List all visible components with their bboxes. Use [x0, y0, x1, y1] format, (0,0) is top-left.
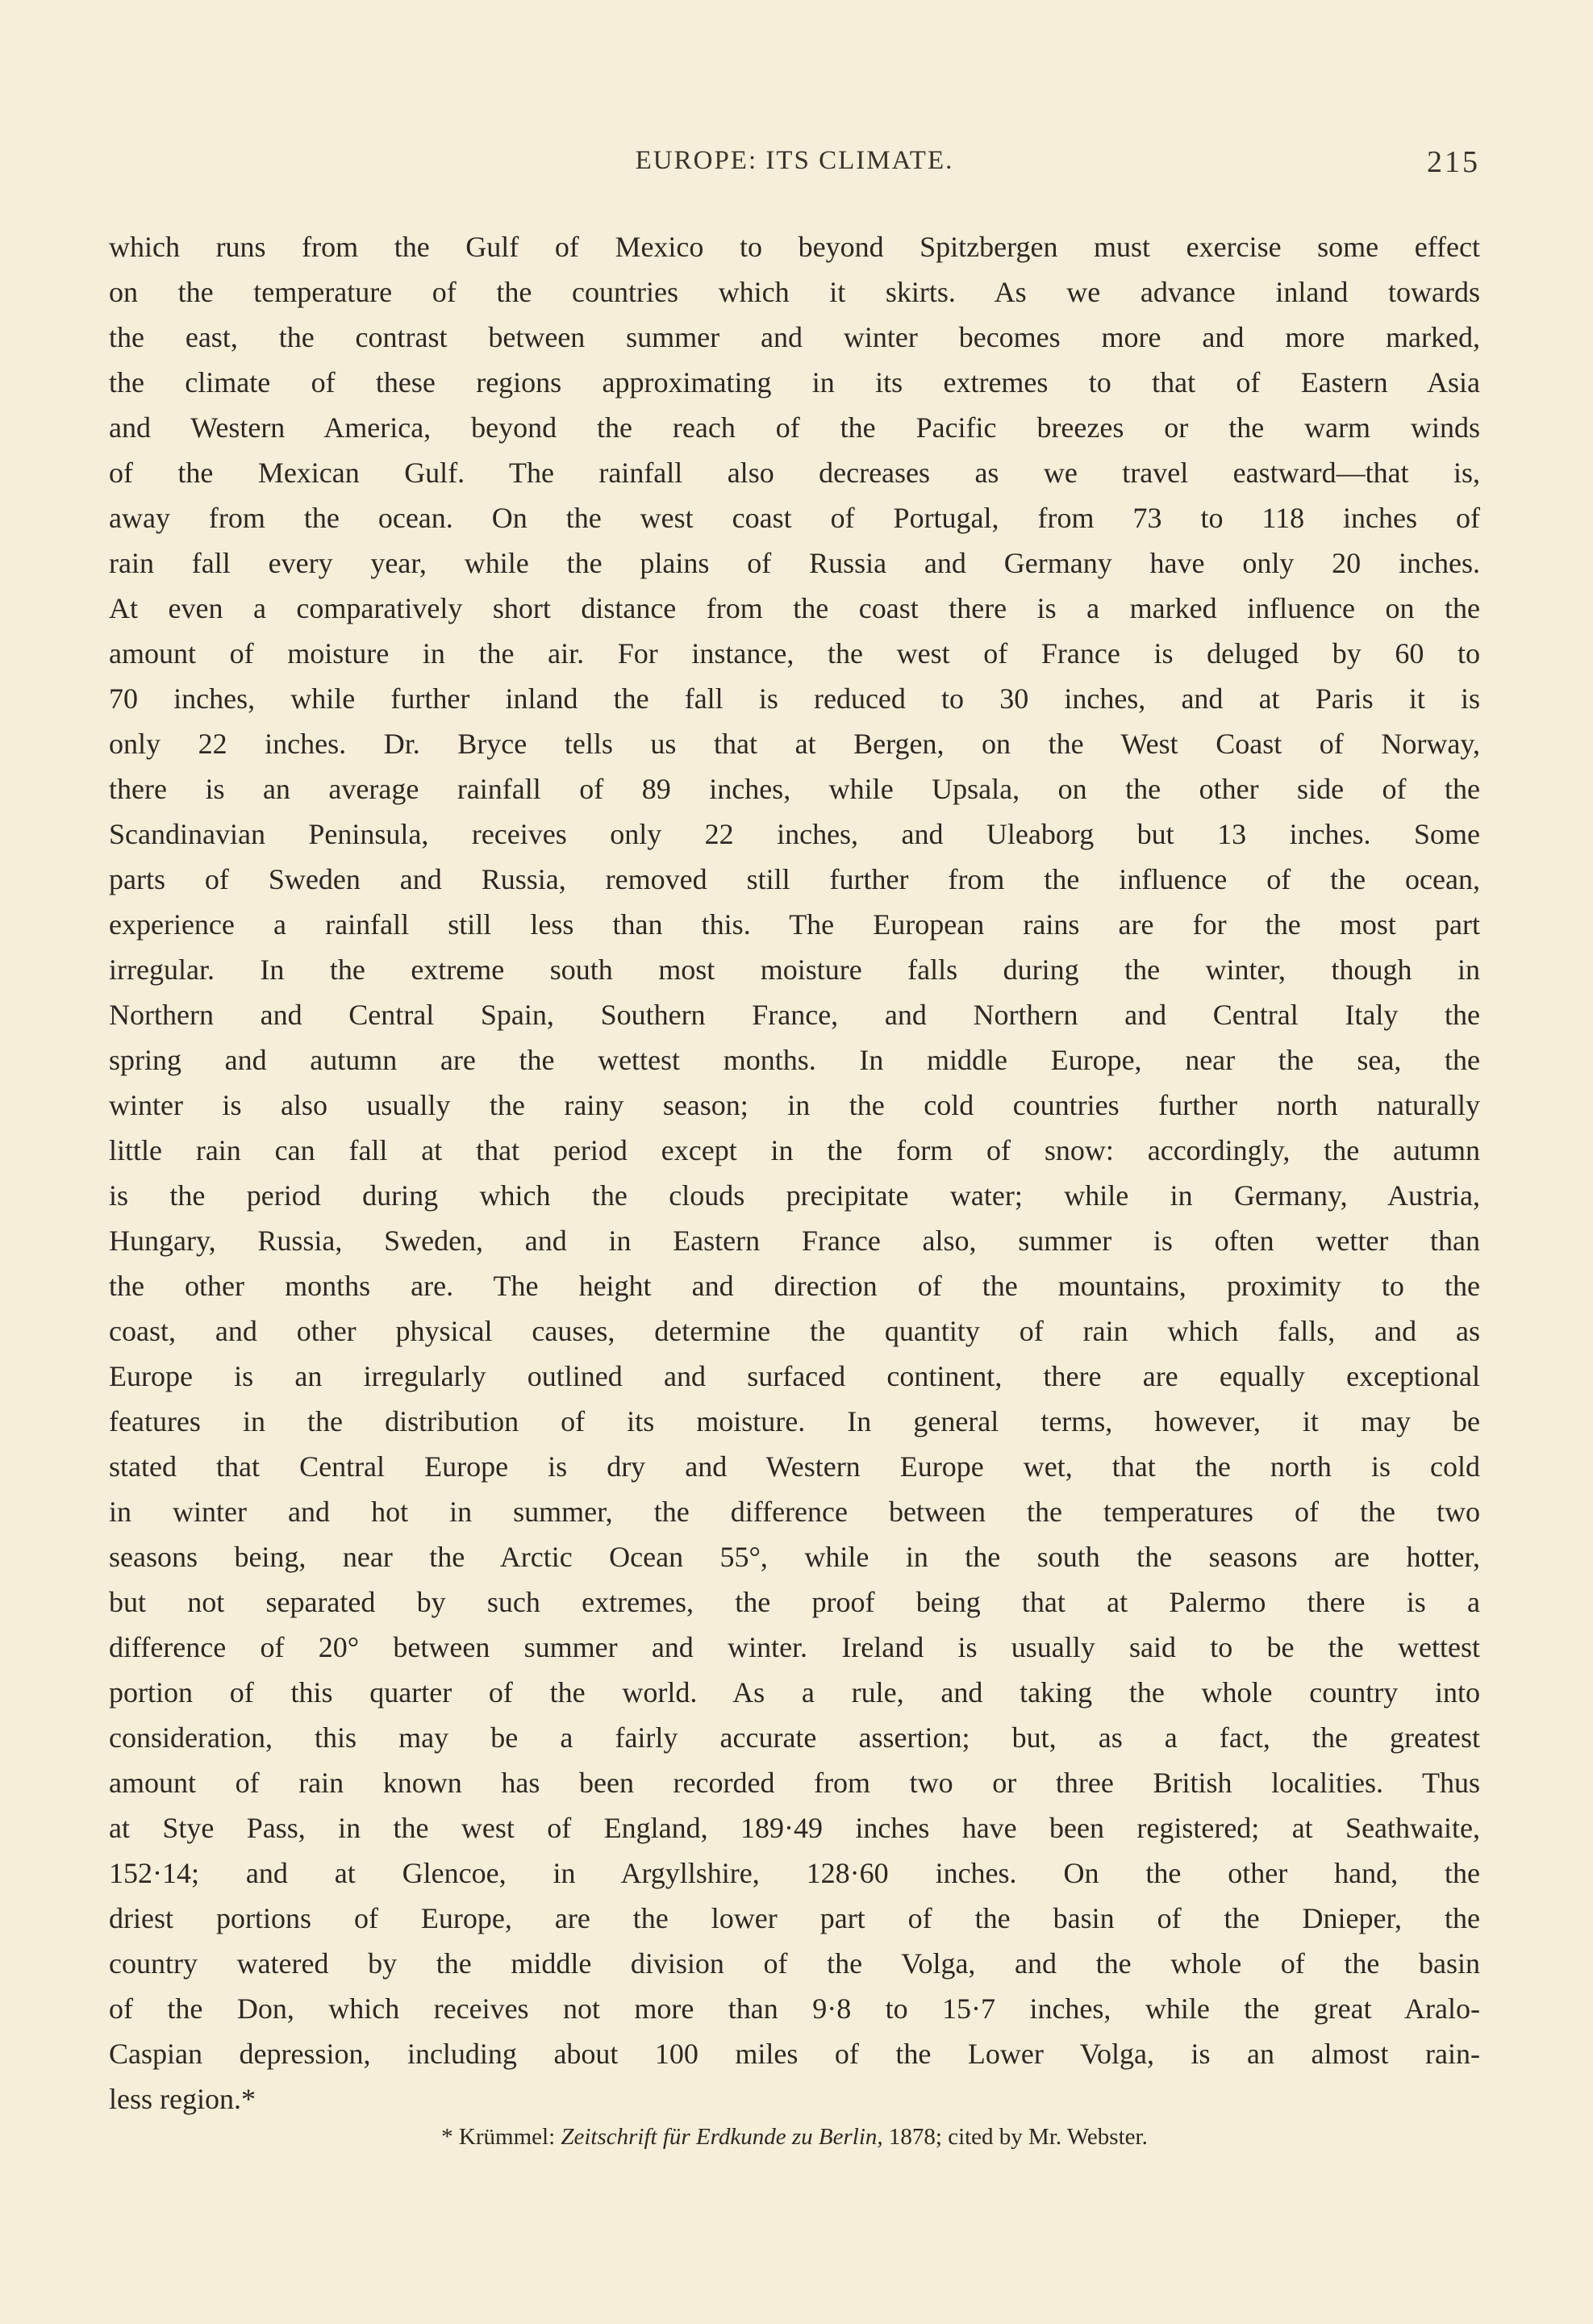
text-line: of the Don, which receives not more than 9·8 to 15·7 inches, while the great Aralo-	[109, 1992, 1480, 2025]
text-line: and Western America, beyond the reach of the Pacific breezes or the warm winds	[109, 411, 1480, 444]
footnote-citation: 1878; cited by Mr. Webster.	[888, 2124, 1148, 2150]
text-line: driest portions of Europe, are the lower part of the basin of the Dnieper, the	[109, 1902, 1480, 1934]
text-line: of the Mexican Gulf. The rainfall also decreases as we travel eastward—that is,	[109, 457, 1480, 489]
text-line: At even a comparatively short distance from the coast there is a marked influence on the	[109, 592, 1480, 624]
text-line: amount of moisture in the air. For instance, the west of France is deluged by 60 to	[109, 637, 1480, 670]
footnote	[109, 2124, 1480, 2151]
text-line: less region.*	[109, 2083, 256, 2115]
text-line: Scandinavian Peninsula, receives only 22 inches, and Uleaborg but 13 inches. Some	[109, 818, 1480, 850]
text-line: consideration, this may be a fairly accurate assertion; but, as a fact, the greatest	[109, 1721, 1480, 1754]
footnote-marker: * Krümmel:	[441, 2124, 556, 2150]
text-line: Northern and Central Spain, Southern France, and Northern and Central Italy the	[109, 999, 1480, 1031]
text-line: 152·14; and at Glencoe, in Argyllshire, 128·60 inches. On the other hand, the	[109, 1857, 1480, 1889]
text-line: features in the distribution of its moisture. In general terms, however, it may be	[109, 1405, 1480, 1437]
text-line: parts of Sweden and Russia, removed still further from the influence of the ocean,	[109, 863, 1480, 895]
text-line: on the temperature of the countries which it skirts. As we advance inland towards	[109, 276, 1480, 308]
text-line: country watered by the middle division of the Volga, and the whole of the basin	[109, 1947, 1480, 1980]
text-line: spring and autumn are the wettest months. In middle Europe, near the sea, the	[109, 1044, 1480, 1076]
text-line: portion of this quarter of the world. As a rule, and taking the whole country into	[109, 1676, 1480, 1709]
text-line: is the period during which the clouds precipitate water; while in Germany, Austria,	[109, 1179, 1480, 1212]
text-line: Europe is an irregularly outlined and surfaced continent, there are equally exceptional	[109, 1360, 1480, 1392]
running-title: EUROPE: ITS CLIMATE.	[635, 146, 954, 175]
text-line: but not separated by such extremes, the proof being that at Palermo there is a	[109, 1586, 1480, 1618]
text-line: stated that Central Europe is dry and Western Europe wet, that the north is cold	[109, 1450, 1480, 1483]
text-line: difference of 20° between summer and winter. Ireland is usually said to be the wettest	[109, 1631, 1480, 1663]
body-paragraph	[109, 224, 1480, 2122]
text-line: Hungary, Russia, Sweden, and in Eastern France also, summer is often wetter than	[109, 1225, 1480, 1257]
text-line: Caspian depression, including about 100 miles of the Lower Volga, is an almost rain-	[109, 2038, 1480, 2070]
text-line: only 22 inches. Dr. Bryce tells us that at Bergen, on the West Coast of Norway,	[109, 728, 1480, 760]
page-number: 215	[1427, 145, 1480, 179]
text-line: away from the ocean. On the west coast of Portugal, from 73 to 118 inches of	[109, 502, 1480, 534]
footnote-source-title: Zeitschrift für Erdkunde zu Berlin,	[561, 2124, 883, 2150]
text-line: the east, the contrast between summer and winter becomes more and more marked,	[109, 321, 1480, 353]
text-line: little rain can fall at that period except in the form of snow: accordingly, the autumn	[109, 1134, 1480, 1166]
text-line: 70 inches, while further inland the fall is reduced to 30 inches, and at Paris it is	[109, 682, 1480, 715]
text-line: there is an average rainfall of 89 inches, while Upsala, on the other side of the	[109, 773, 1480, 805]
text-line: in winter and hot in summer, the difference between the temperatures of the two	[109, 1496, 1480, 1528]
text-line: the climate of these regions approximating in its extremes to that of Eastern Asia	[109, 366, 1480, 398]
text-line: coast, and other physical causes, determine the quantity of rain which falls, and as	[109, 1315, 1480, 1347]
text-line: seasons being, near the Arctic Ocean 55°, while in the south the seasons are hotter,	[109, 1541, 1480, 1573]
text-line: winter is also usually the rainy season; in the cold countries further north naturally	[109, 1089, 1480, 1121]
running-head	[109, 146, 1480, 186]
text-line: amount of rain known has been recorded from two or three British localities. Thus	[109, 1767, 1480, 1799]
text-line: experience a rainfall still less than this. The European rains are for the most part	[109, 908, 1480, 941]
text-line: the other months are. The height and direction of the mountains, proximity to the	[109, 1270, 1480, 1302]
text-line: irregular. In the extreme south most moisture falls during the winter, though in	[109, 953, 1480, 986]
text-line: at Stye Pass, in the west of England, 189·49 inches have been registered; at Seathwaite,	[109, 1812, 1480, 1844]
text-line: which runs from the Gulf of Mexico to beyond Spitzbergen must exercise some effect	[109, 231, 1480, 263]
text-line: rain fall every year, while the plains of Russia and Germany have only 20 inches.	[109, 547, 1480, 579]
